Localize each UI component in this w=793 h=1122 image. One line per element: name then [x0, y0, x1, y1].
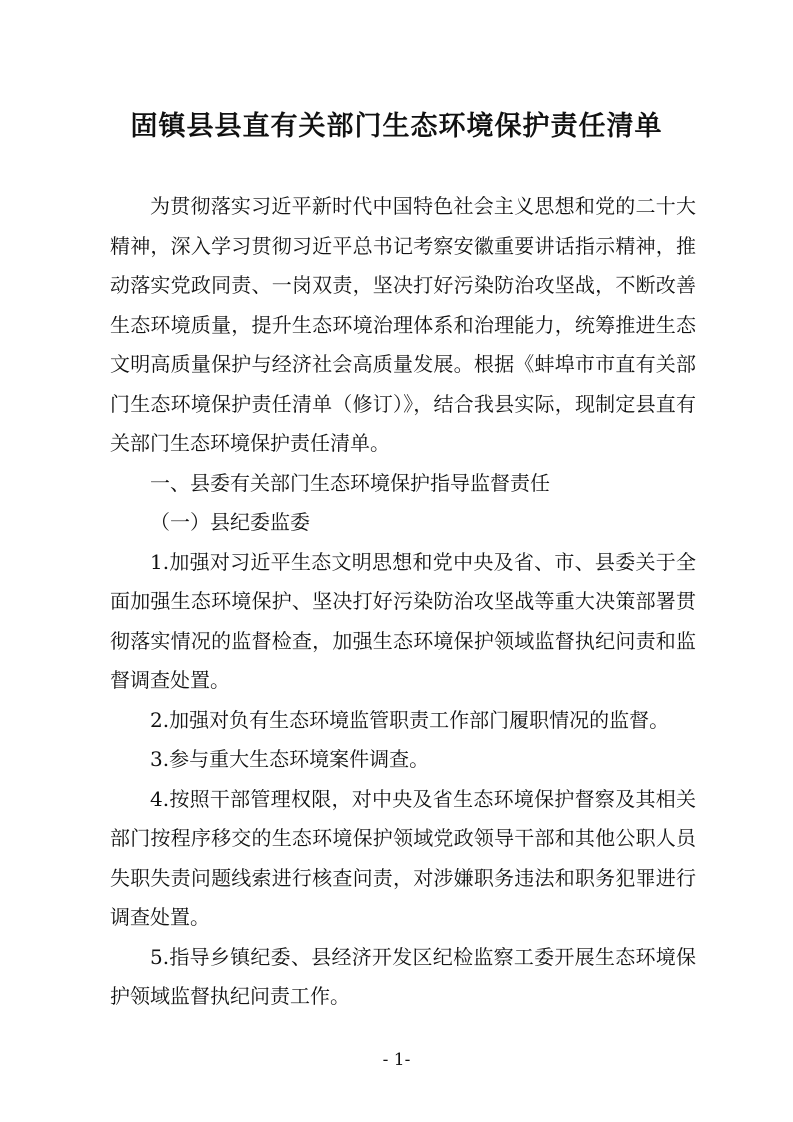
subsection-heading: （一）县纪委监委	[150, 510, 310, 534]
item-paragraph: 3.参与重大生态环境案件调查。	[150, 747, 430, 771]
item-paragraph: 1.加强对习近平生态文明思想和党中央及省、市、县委关于全面加强生态环境保护、坚决打好污染防治攻坚战等重大决策部署贯彻落实情况的监督检查，加强生态环境保护领域监督执纪问责和监督调查处置。	[110, 549, 696, 692]
intro-paragraph: 为贯彻落实习近平新时代中国特色社会主义思想和党的二十大精神，深入学习贯彻习近平总书记考察安徽重要讲话指示精神，推动落实党政同责、一岗双责，坚决打好污染防治攻坚战，不断改善生态环境质量，提升生态环境治理体系和治理能力，统筹推进生态文明高质量保护与经济社会高质量发展。根据《蚌埠市市直有关部门生态环境保护责任清单（修订）》，结合我县实际，现制定县直有关部门生态环境保护责任清单。	[110, 194, 696, 455]
document-body	[110, 187, 696, 1017]
document-title: 固镇县县直有关部门生态环境保护责任清单	[130, 111, 663, 142]
item-paragraph: 5.指导乡镇纪委、县经济开发区纪检监察工委开展生态环境保护领域监督执纪问责工作。	[110, 944, 696, 1008]
page-number: - 1-	[382, 1050, 411, 1070]
item-paragraph: 2.加强对负有生态环境监管职责工作部门履职情况的监督。	[150, 707, 670, 732]
item-paragraph: 4.按照干部管理权限，对中央及省生态环境保护督察及其相关部门按程序移交的生态环境保护领域党政领导干部和其他公职人员失职失责问题线索进行核查问责，对涉嫌职务违法和职务犯罪进行调查处置。	[110, 786, 696, 929]
section-heading: 一、县委有关部门生态环境保护指导监督责任	[150, 470, 550, 495]
